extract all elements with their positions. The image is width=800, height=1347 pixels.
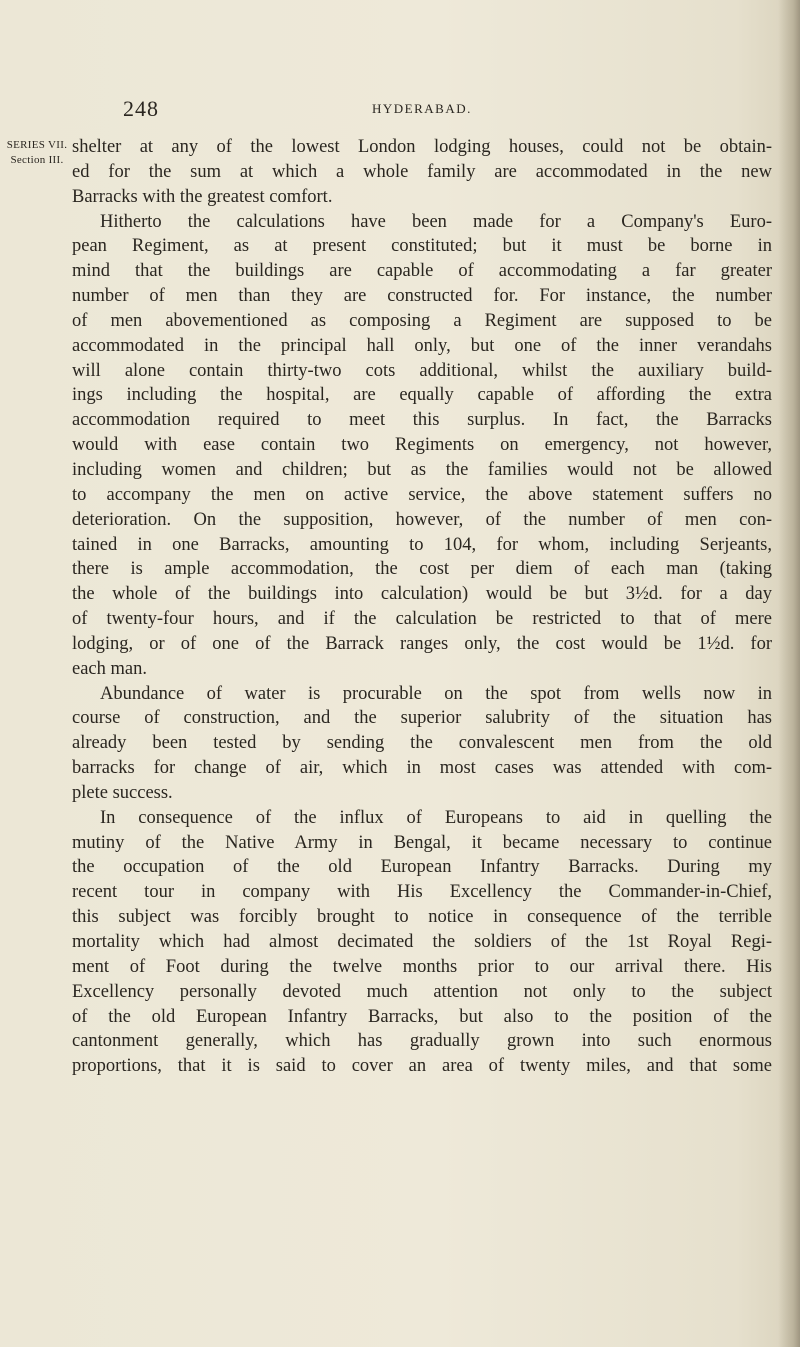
text-line: tained in one Barracks, amounting to 104, for whom, including Serjeants, xyxy=(72,534,772,555)
page-header xyxy=(0,96,800,126)
text-line: pean Regiment, as at present constituted; but it must be borne in xyxy=(72,236,772,257)
text-line: the whole of the buildings into calculation) would be but 3½d. for a day xyxy=(72,584,772,605)
text-line: cantonment generally, which has gradually grown into such enormous xyxy=(72,1031,772,1052)
text-line: Abundance of water is procurable on the spot from wells now in xyxy=(100,683,772,704)
text-line: would with ease contain two Regiments on emergency, not however, xyxy=(72,435,772,456)
body-text xyxy=(72,135,772,1079)
text-line: deterioration. On the supposition, however, of the number of men con- xyxy=(72,509,772,530)
text-line: Excellency personally devoted much attention not only to the subject xyxy=(72,981,772,1002)
page-number: 248 xyxy=(123,96,159,121)
text-line: ment of Foot during the twelve months prior to our arrival there. His xyxy=(72,956,772,977)
text-line: already been tested by sending the convalescent men from the old xyxy=(72,733,772,754)
text-line: each man. xyxy=(72,658,147,679)
text-line: of twenty-four hours, and if the calculation be restricted to that of mere xyxy=(72,609,772,630)
text-line: accommodated in the principal hall only, but one of the inner verandahs xyxy=(72,335,772,356)
text-line: mutiny of the Native Army in Bengal, it became necessary to continue xyxy=(72,832,772,853)
text-line: number of men than they are constructed for. For instance, the number xyxy=(72,286,772,307)
text-line: mind that the buildings are capable of accommodating a far greater xyxy=(72,261,772,282)
text-line: course of construction, and the superior salubrity of the situation has xyxy=(72,708,772,729)
text-line: mortality which had almost decimated the soldiers of the 1st Royal Regi- xyxy=(72,932,772,952)
series-label: SERIES VII. xyxy=(6,139,68,151)
text-line: to accompany the men on active service, the above statement suffers no xyxy=(72,484,772,505)
text-line: accommodation required to meet this surplus. In fact, the Barracks xyxy=(72,410,772,431)
text-line: barracks for change of air, which in most cases was attended with com- xyxy=(72,758,772,779)
text-line: proportions, that it is said to cover an area of twenty miles, and that some xyxy=(72,1056,772,1077)
text-line: will alone contain thirty-two cots additional, whilst the auxiliary build- xyxy=(72,360,772,381)
text-line: the occupation of the old European Infantry Barracks. During my xyxy=(72,857,772,878)
text-line: Hitherto the calculations have been made for a Company's Euro- xyxy=(100,211,772,232)
text-line: there is ample accommodation, the cost per diem of each man (taking xyxy=(72,559,772,580)
text-line: shelter at any of the lowest London lodging houses, could not be obtain- xyxy=(72,137,772,157)
text-line: including women and children; but as the families would not be allowed xyxy=(72,459,772,480)
margin-note xyxy=(6,138,68,168)
text-line: of the old European Infantry Barracks, but also to the position of the xyxy=(72,1006,772,1027)
text-line: Barracks with the greatest comfort. xyxy=(72,186,333,207)
text-line: this subject was forcibly brought to notice in consequence of the terrible xyxy=(72,907,772,928)
text-line: ed for the sum at which a whole family are accommodated in the new xyxy=(72,161,772,182)
text-line: plete success. xyxy=(72,782,173,803)
page-edge-shadow xyxy=(778,0,800,1347)
running-title: HYDERABAD. xyxy=(372,101,472,116)
section-label: Section III. xyxy=(10,154,64,166)
text-line: lodging, or of one of the Barrack ranges only, the cost would be 1½d. for xyxy=(72,633,772,654)
text-line: ings including the hospital, are equally capable of affording the extra xyxy=(72,385,772,406)
text-line: recent tour in company with His Excellency the Commander-in-Chief, xyxy=(72,882,772,903)
text-line: In consequence of the influx of Europeans to aid in quelling the xyxy=(100,807,772,828)
text-line: of men abovementioned as composing a Regiment are supposed to be xyxy=(72,310,772,331)
